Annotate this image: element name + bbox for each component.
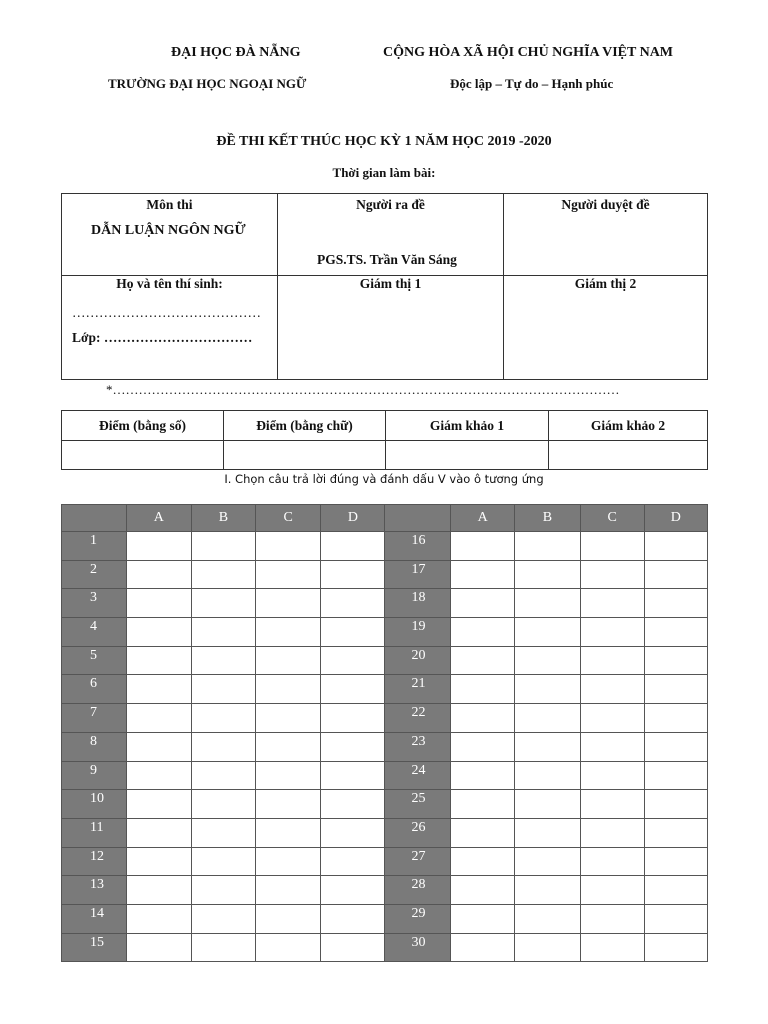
question-number: 2 xyxy=(62,560,127,589)
question-number: 18 xyxy=(385,589,451,618)
instruction-text: I. Chọn câu trả lời đúng và đánh dấu V vào ô tương ứng xyxy=(224,472,544,486)
author-label: Người ra đề xyxy=(356,197,425,212)
answer-row xyxy=(62,847,708,876)
answer-box[interactable] xyxy=(256,675,321,704)
answer-box[interactable] xyxy=(515,933,580,962)
answer-box[interactable] xyxy=(256,876,321,905)
answer-box[interactable] xyxy=(256,560,321,589)
option-header-right: D xyxy=(644,505,707,532)
question-number: 16 xyxy=(385,532,451,561)
answer-box[interactable] xyxy=(451,675,515,704)
answer-box[interactable] xyxy=(126,876,191,905)
question-number: 30 xyxy=(385,933,451,962)
answer-box[interactable] xyxy=(580,732,644,761)
answer-box[interactable] xyxy=(126,732,191,761)
answer-box[interactable] xyxy=(321,818,385,847)
answer-box[interactable] xyxy=(126,589,191,618)
question-number: 20 xyxy=(385,646,451,675)
answer-box[interactable] xyxy=(256,589,321,618)
answer-box[interactable] xyxy=(515,704,580,733)
answer-box[interactable] xyxy=(515,618,580,647)
answer-box[interactable] xyxy=(580,761,644,790)
answer-box[interactable] xyxy=(451,876,515,905)
student-name-dots: …………………………………… xyxy=(72,305,261,320)
university-name: ĐẠI HỌC ĐÀ NẴNG xyxy=(171,45,301,60)
score-text-header: Điểm (bằng chữ) xyxy=(224,411,386,441)
answer-box[interactable] xyxy=(321,675,385,704)
answer-box[interactable] xyxy=(644,646,707,675)
answer-box[interactable] xyxy=(451,847,515,876)
answer-row xyxy=(62,933,708,962)
answer-box[interactable] xyxy=(515,818,580,847)
option-header-left: D xyxy=(321,505,385,532)
subject-value: DẪN LUẬN NGÔN NGỮ xyxy=(91,223,246,238)
question-number: 19 xyxy=(385,618,451,647)
answer-box[interactable] xyxy=(256,532,321,561)
answer-row xyxy=(62,618,708,647)
answer-box[interactable] xyxy=(515,847,580,876)
cut-line: *……………………………………………………………………………………………………… xyxy=(106,382,620,397)
option-header-left: C xyxy=(256,505,321,532)
examiner1-header: Giám khảo 1 xyxy=(386,411,549,441)
question-number: 17 xyxy=(385,560,451,589)
question-number: 3 xyxy=(62,589,127,618)
answer-box[interactable] xyxy=(451,704,515,733)
proctor2-label: Giám thị 2 xyxy=(574,276,637,291)
answer-box[interactable] xyxy=(451,904,515,933)
answer-box[interactable] xyxy=(644,704,707,733)
answer-box[interactable] xyxy=(126,646,191,675)
option-header-right: A xyxy=(451,505,515,532)
answer-box[interactable] xyxy=(256,761,321,790)
answer-box[interactable] xyxy=(451,732,515,761)
option-header-left: B xyxy=(191,505,255,532)
answer-box[interactable] xyxy=(256,618,321,647)
proctor2-cell xyxy=(504,276,708,380)
answer-box[interactable] xyxy=(515,904,580,933)
answer-box[interactable] xyxy=(191,847,255,876)
answer-box[interactable] xyxy=(126,560,191,589)
answer-box[interactable] xyxy=(191,761,255,790)
exam-info-table xyxy=(61,193,708,380)
answer-box[interactable] xyxy=(580,847,644,876)
answer-row xyxy=(62,732,708,761)
answer-box[interactable] xyxy=(644,560,707,589)
answer-box[interactable] xyxy=(644,847,707,876)
answer-box[interactable] xyxy=(515,646,580,675)
answer-box[interactable] xyxy=(451,646,515,675)
answer-box[interactable] xyxy=(191,732,255,761)
answer-box[interactable] xyxy=(580,933,644,962)
answer-box[interactable] xyxy=(256,904,321,933)
question-number: 26 xyxy=(385,818,451,847)
answer-box[interactable] xyxy=(321,532,385,561)
answer-box[interactable] xyxy=(580,589,644,618)
question-number: 14 xyxy=(62,904,127,933)
answer-row xyxy=(62,646,708,675)
author-value: PGS.TS. Trần Văn Sáng xyxy=(317,252,457,267)
answer-box[interactable] xyxy=(580,876,644,905)
question-number: 22 xyxy=(385,704,451,733)
answer-box[interactable] xyxy=(256,933,321,962)
answer-box[interactable] xyxy=(644,790,707,819)
answer-box[interactable] xyxy=(256,847,321,876)
answer-row xyxy=(62,790,708,819)
student-name-label: Họ và tên thí sinh: xyxy=(116,276,223,291)
answer-box[interactable] xyxy=(580,560,644,589)
answer-box[interactable] xyxy=(191,646,255,675)
grid-corner-left xyxy=(62,505,127,532)
answer-box[interactable] xyxy=(515,675,580,704)
answer-box[interactable] xyxy=(191,933,255,962)
answer-box[interactable] xyxy=(191,704,255,733)
question-number: 23 xyxy=(385,732,451,761)
answer-row xyxy=(62,675,708,704)
answer-box[interactable] xyxy=(126,532,191,561)
answer-box[interactable] xyxy=(644,675,707,704)
examiner2-header: Giám khảo 2 xyxy=(549,411,708,441)
proctor1-label: Giám thị 1 xyxy=(359,276,422,291)
question-number: 24 xyxy=(385,761,451,790)
question-number: 5 xyxy=(62,646,127,675)
answer-box[interactable] xyxy=(451,589,515,618)
answer-row xyxy=(62,704,708,733)
answer-row xyxy=(62,589,708,618)
answer-box[interactable] xyxy=(191,790,255,819)
answer-box[interactable] xyxy=(321,847,385,876)
answer-box[interactable] xyxy=(126,790,191,819)
answer-box[interactable] xyxy=(126,847,191,876)
subject-cell xyxy=(62,194,278,276)
answer-box[interactable] xyxy=(191,876,255,905)
question-number: 11 xyxy=(62,818,127,847)
answer-row xyxy=(62,876,708,905)
answer-box[interactable] xyxy=(321,560,385,589)
answer-box[interactable] xyxy=(515,761,580,790)
author-cell xyxy=(278,194,504,276)
question-number: 1 xyxy=(62,532,127,561)
answer-box[interactable] xyxy=(256,818,321,847)
answer-box[interactable] xyxy=(580,904,644,933)
answer-box[interactable] xyxy=(256,646,321,675)
option-header-left: A xyxy=(126,505,191,532)
answer-box[interactable] xyxy=(644,876,707,905)
country-name: CỘNG HÒA XÃ HỘI CHỦ NGHĨA VIỆT NAM xyxy=(383,45,674,60)
answer-box[interactable] xyxy=(515,589,580,618)
answer-row xyxy=(62,532,708,561)
answer-box[interactable] xyxy=(644,818,707,847)
answer-box[interactable] xyxy=(580,675,644,704)
answer-box[interactable] xyxy=(644,589,707,618)
answer-box[interactable] xyxy=(321,933,385,962)
question-number: 8 xyxy=(62,732,127,761)
answer-box[interactable] xyxy=(191,675,255,704)
answer-box[interactable] xyxy=(580,618,644,647)
answer-box[interactable] xyxy=(321,732,385,761)
score-table xyxy=(61,410,708,470)
answer-row xyxy=(62,904,708,933)
answer-box[interactable] xyxy=(515,560,580,589)
score-number-header: Điểm (bằng số) xyxy=(62,411,224,441)
answer-row xyxy=(62,818,708,847)
grid-corner-right xyxy=(385,505,451,532)
answer-box[interactable] xyxy=(256,790,321,819)
answer-box[interactable] xyxy=(580,646,644,675)
answer-box[interactable] xyxy=(515,732,580,761)
score-number-input[interactable] xyxy=(62,441,224,470)
answer-row xyxy=(62,761,708,790)
answer-box[interactable] xyxy=(644,761,707,790)
approver-label: Người duyệt đề xyxy=(561,197,650,212)
answer-box[interactable] xyxy=(191,532,255,561)
option-header-right: B xyxy=(515,505,580,532)
examiner1-sign[interactable] xyxy=(386,441,549,470)
class-label: Lớp: …………………………… xyxy=(72,330,253,345)
national-motto: Độc lập – Tự do – Hạnh phúc xyxy=(450,76,614,91)
answer-box[interactable] xyxy=(126,818,191,847)
answer-box[interactable] xyxy=(644,933,707,962)
question-number: 21 xyxy=(385,675,451,704)
answer-box[interactable] xyxy=(451,560,515,589)
question-number: 15 xyxy=(62,933,127,962)
approver-cell xyxy=(504,194,708,276)
answer-row xyxy=(62,560,708,589)
score-text-input[interactable] xyxy=(224,441,386,470)
answer-box[interactable] xyxy=(515,532,580,561)
answer-box[interactable] xyxy=(321,704,385,733)
question-number: 27 xyxy=(385,847,451,876)
answer-box[interactable] xyxy=(451,761,515,790)
answer-box[interactable] xyxy=(580,818,644,847)
answer-box[interactable] xyxy=(256,732,321,761)
answer-box[interactable] xyxy=(191,589,255,618)
answer-box[interactable] xyxy=(644,904,707,933)
answer-box[interactable] xyxy=(126,933,191,962)
answer-box[interactable] xyxy=(580,790,644,819)
answer-box[interactable] xyxy=(191,904,255,933)
answer-box[interactable] xyxy=(321,589,385,618)
answer-box[interactable] xyxy=(580,704,644,733)
answer-box[interactable] xyxy=(451,790,515,819)
proctor1-cell xyxy=(278,276,504,380)
answer-grid xyxy=(61,504,708,962)
answer-box[interactable] xyxy=(515,790,580,819)
subject-label: Môn thi xyxy=(146,197,193,212)
question-number: 9 xyxy=(62,761,127,790)
question-number: 12 xyxy=(62,847,127,876)
question-number: 4 xyxy=(62,618,127,647)
answer-box[interactable] xyxy=(321,790,385,819)
answer-box[interactable] xyxy=(126,704,191,733)
answer-box[interactable] xyxy=(126,761,191,790)
question-number: 6 xyxy=(62,675,127,704)
answer-box[interactable] xyxy=(126,675,191,704)
answer-box[interactable] xyxy=(321,761,385,790)
answer-box[interactable] xyxy=(256,704,321,733)
answer-box[interactable] xyxy=(515,876,580,905)
time-label: Thời gian làm bài: xyxy=(332,165,436,180)
answer-box[interactable] xyxy=(126,904,191,933)
answer-box[interactable] xyxy=(451,532,515,561)
question-number: 28 xyxy=(385,876,451,905)
question-number: 29 xyxy=(385,904,451,933)
answer-box[interactable] xyxy=(451,618,515,647)
answer-box[interactable] xyxy=(191,818,255,847)
answer-box[interactable] xyxy=(451,818,515,847)
examiner2-sign[interactable] xyxy=(549,441,708,470)
student-cell xyxy=(62,276,278,380)
answer-box[interactable] xyxy=(321,646,385,675)
school-name: TRƯỜNG ĐẠI HỌC NGOẠI NGỮ xyxy=(108,76,307,91)
question-number: 10 xyxy=(62,790,127,819)
answer-box[interactable] xyxy=(580,532,644,561)
answer-box[interactable] xyxy=(321,876,385,905)
answer-box[interactable] xyxy=(321,618,385,647)
answer-box[interactable] xyxy=(321,904,385,933)
answer-box[interactable] xyxy=(451,933,515,962)
answer-box[interactable] xyxy=(191,560,255,589)
answer-box[interactable] xyxy=(644,732,707,761)
question-number: 13 xyxy=(62,876,127,905)
answer-box[interactable] xyxy=(644,532,707,561)
answer-box[interactable] xyxy=(644,618,707,647)
question-number: 25 xyxy=(385,790,451,819)
answer-box[interactable] xyxy=(126,618,191,647)
option-header-right: C xyxy=(580,505,644,532)
question-number: 7 xyxy=(62,704,127,733)
exam-title: ĐỀ THI KẾT THÚC HỌC KỲ 1 NĂM HỌC 2019 -2020 xyxy=(216,134,552,149)
answer-box[interactable] xyxy=(191,618,255,647)
